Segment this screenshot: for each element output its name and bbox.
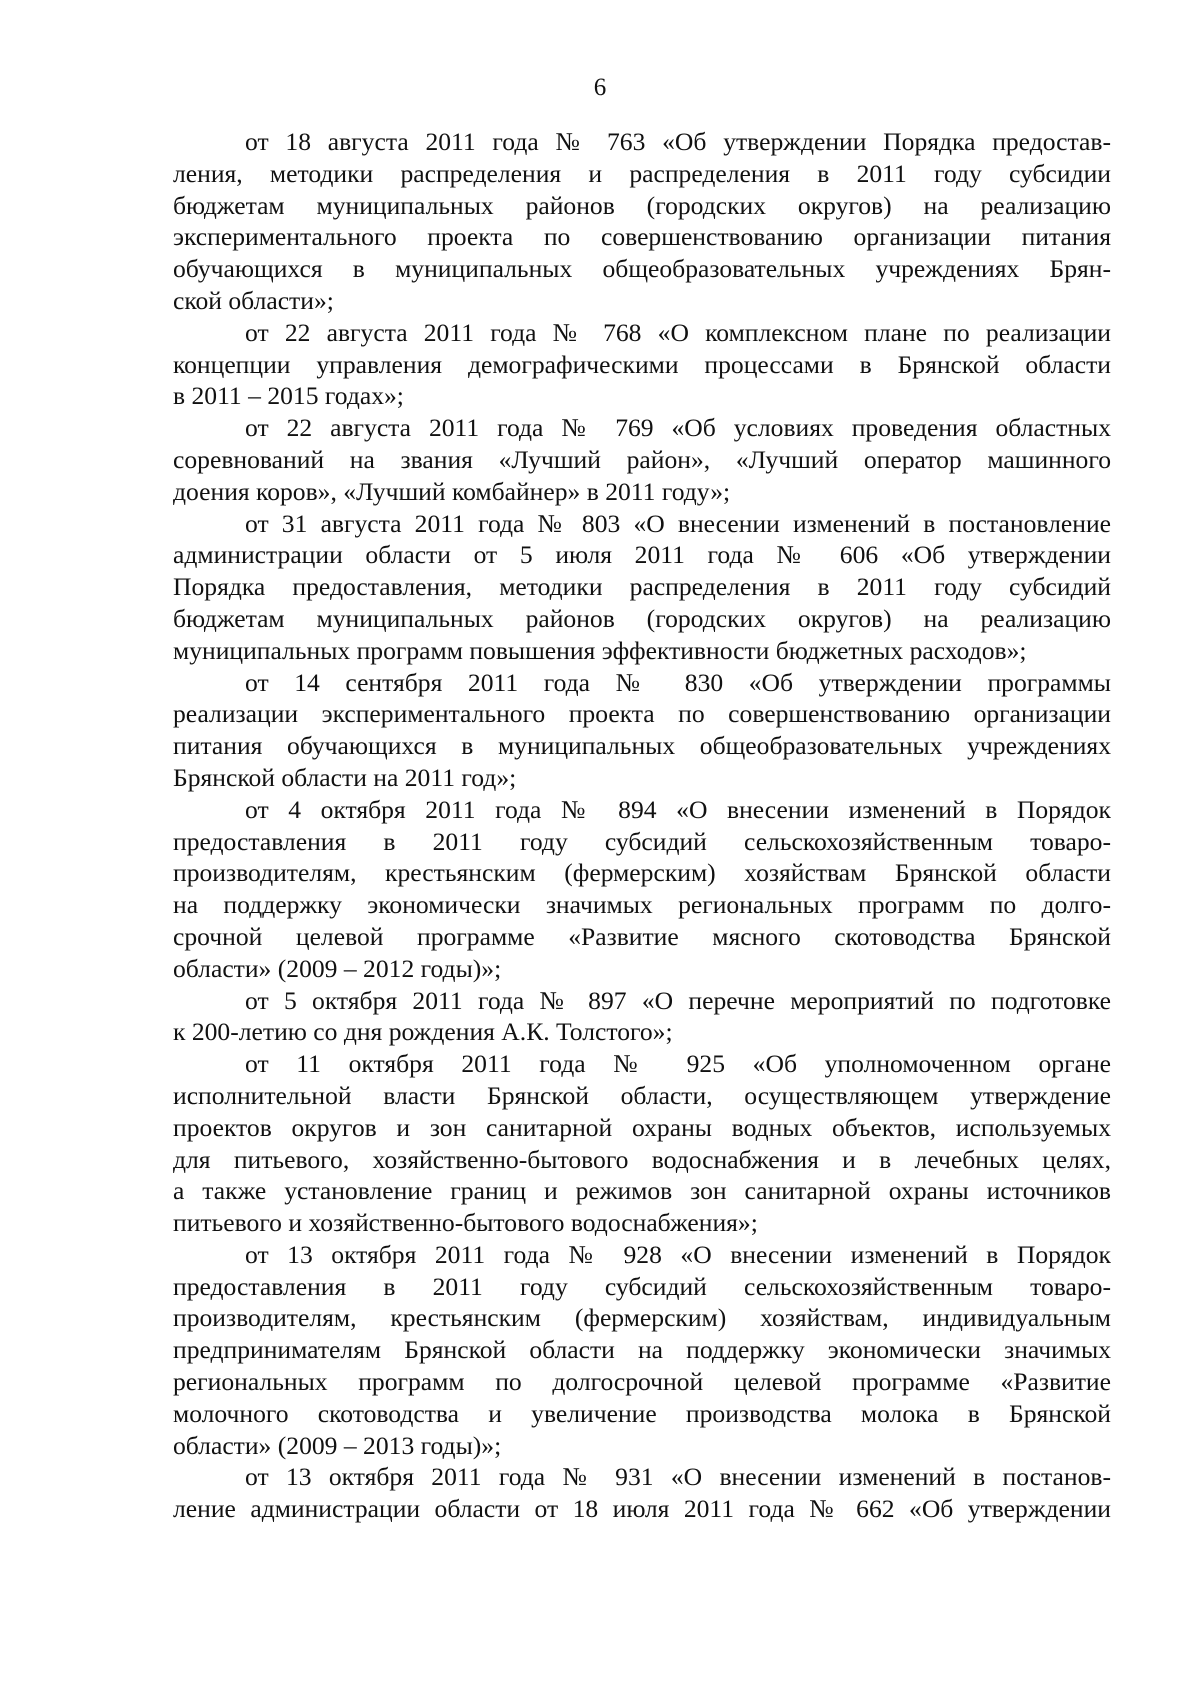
list-item	[173, 1461, 1111, 1525]
text-line: от 22 августа 2011 года № 768 «О комплексном плане по реализации	[245, 317, 1111, 347]
text-line: в 2011 – 2015 годах»;	[173, 381, 404, 411]
text-line: от 22 августа 2011 года № 769 «Об условиях проведения областных	[245, 413, 1111, 443]
text-line: от 31 августа 2011 года № 803 «О внесении изменений в постановление	[245, 508, 1111, 538]
text-line: обучающихся в муниципальных общеобразовательных учреждениях Брян-	[173, 254, 1111, 284]
text-line: срочной целевой программе «Развитие мясного скотоводства Брянской	[173, 921, 1111, 951]
text-line: для питьевого, хозяйственно-бытового водоснабжения и в лечебных целях,	[173, 1144, 1111, 1174]
text-line: исполнительной власти Брянской области, осуществляющем утверждение	[173, 1080, 1111, 1110]
text-line: соревнований на звания «Лучший район», «Лучший оператор машинного	[173, 444, 1111, 474]
text-line: от 14 сентября 2011 года № 830 «Об утверждении программы	[245, 667, 1111, 697]
text-line: проектов округов и зон санитарной охраны водных объектов, используемых	[173, 1112, 1111, 1142]
text-line: предоставления в 2011 году субсидий сельскохозяйственным товаро-	[173, 1271, 1111, 1301]
text-line: доения коров», «Лучший комбайнер» в 2011 году»;	[173, 476, 731, 506]
list-item	[173, 985, 1111, 1049]
text-line: питания обучающихся в муниципальных общеобразовательных учреждениях	[173, 731, 1111, 761]
text-line: предпринимателям Брянской области на поддержку экономически значимых	[173, 1335, 1111, 1365]
text-line: производителям, крестьянским (фермерским) хозяйствам, индивидуальным	[173, 1303, 1111, 1333]
text-line: питьевого и хозяйственно-бытового водоснабжения»;	[173, 1208, 758, 1238]
text-line: от 4 октября 2011 года № 894 «О внесении изменений в Порядок	[245, 794, 1111, 824]
list-item	[173, 412, 1111, 507]
text-line: Брянской области на 2011 год»;	[173, 762, 517, 792]
text-line: от 11 октября 2011 года № 925 «Об уполномоченном органе	[245, 1049, 1111, 1079]
page-number: 6	[593, 74, 607, 101]
list-item	[173, 1048, 1111, 1239]
text-line: от 5 октября 2011 года № 897 «О перечне мероприятий по подготовке	[245, 985, 1111, 1015]
list-item	[173, 317, 1111, 412]
text-line: экспериментального проекта по совершенствованию организации питания	[173, 222, 1111, 252]
text-line: ление администрации области от 18 июля 2011 года № 662 «Об утверждении	[173, 1494, 1111, 1524]
text-line: региональных программ по долгосрочной целевой программе «Развитие	[173, 1367, 1111, 1397]
text-line: бюджетам муниципальных районов (городских округов) на реализацию	[173, 190, 1111, 220]
text-line: от 13 октября 2011 года № 931 «О внесении изменений в постанов-	[245, 1462, 1111, 1492]
list-item	[173, 126, 1111, 317]
text-line: администрации области от 5 июля 2011 года № 606 «Об утверждении	[173, 540, 1111, 570]
text-line: муниципальных программ повышения эффективности бюджетных расходов»;	[173, 635, 1027, 665]
text-line: на поддержку экономически значимых региональных программ по долго-	[173, 890, 1111, 920]
text-line: области» (2009 – 2012 годы)»;	[173, 953, 502, 983]
text-line: бюджетам муниципальных районов (городских округов) на реализацию	[173, 603, 1111, 633]
text-line: производителям, крестьянским (фермерским) хозяйствам Брянской области	[173, 858, 1111, 888]
text-line: а также установление границ и режимов зон санитарной охраны источников	[173, 1176, 1111, 1206]
text-line: концепции управления демографическими процессами в Брянской области	[173, 349, 1111, 379]
text-line: предоставления в 2011 году субсидий сельскохозяйственным товаро-	[173, 826, 1111, 856]
text-line: от 13 октября 2011 года № 928 «О внесении изменений в Порядок	[245, 1239, 1111, 1269]
list-item	[173, 1239, 1111, 1462]
list-item	[173, 508, 1111, 667]
text-line: к 200-летию со дня рождения А.К. Толстого»;	[173, 1017, 673, 1047]
text-line: от 18 августа 2011 года № 763 «Об утверждении Порядка предостав-	[245, 127, 1111, 156]
document-body	[173, 126, 1111, 1525]
text-line: ления, методики распределения и распределения в 2011 году субсидии	[173, 158, 1111, 188]
text-line: реализации экспериментального проекта по совершенствованию организации	[173, 699, 1111, 729]
list-item	[173, 794, 1111, 985]
list-item	[173, 667, 1111, 794]
text-line: области» (2009 – 2013 годы)»;	[173, 1430, 502, 1460]
text-line: Порядка предоставления, методики распределения в 2011 году субсидий	[173, 572, 1111, 602]
text-line: ской области»;	[173, 285, 334, 315]
text-line: молочного скотоводства и увеличение производства молока в Брянской	[173, 1398, 1111, 1428]
